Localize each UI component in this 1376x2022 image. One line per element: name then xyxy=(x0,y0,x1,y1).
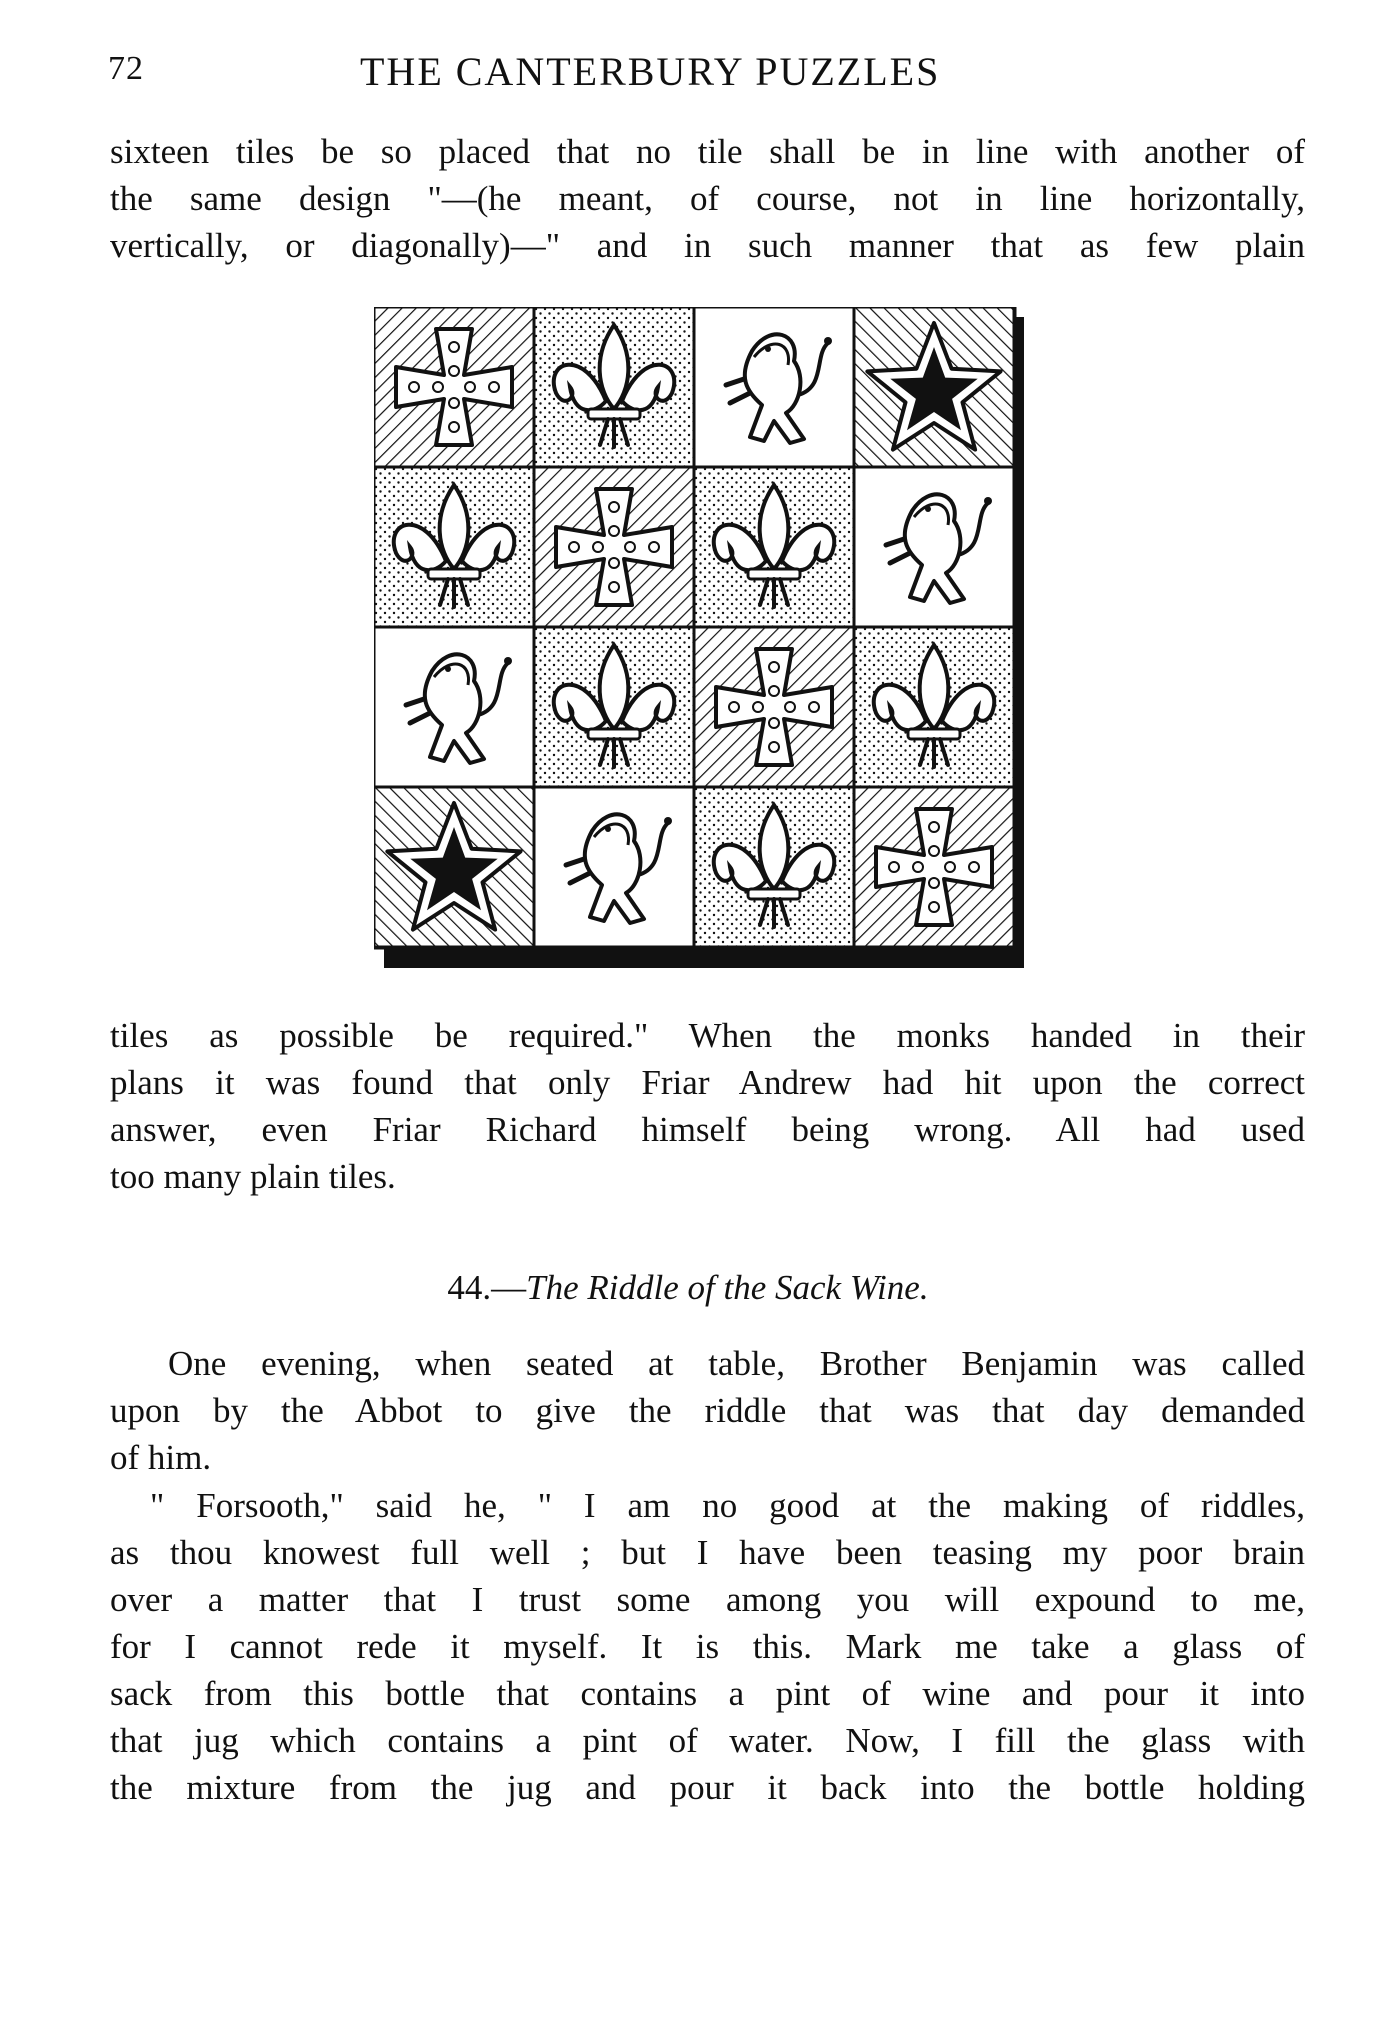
section-title: The Riddle of the Sack Wine. xyxy=(526,1268,929,1307)
section-heading xyxy=(0,1268,1376,1308)
text-line: the mixture from the jug and pour it back into the bottle holding xyxy=(110,1768,1305,1807)
text-line: sixteen tiles be so placed that no tile shall be in line with another of xyxy=(110,132,1305,171)
tile-fleur-de-lis xyxy=(694,467,854,627)
text-line: that jug which contains a pint of water. Now, I fill the glass with xyxy=(110,1721,1305,1760)
tile-lion xyxy=(374,627,534,787)
tile-fleur-de-lis xyxy=(374,467,534,627)
text-line: upon by the Abbot to give the riddle that was that day demanded xyxy=(110,1391,1305,1430)
tile-star xyxy=(374,787,534,947)
tile-fleur-de-lis xyxy=(534,307,694,467)
text-line: the same design "—(he meant, of course, not in line horizontally, xyxy=(110,179,1305,218)
tile-cross xyxy=(854,787,1014,947)
text-line: of him. xyxy=(110,1438,212,1477)
tile-cross xyxy=(694,627,854,787)
text-line: answer, even Friar Richard himself being wrong. All had used xyxy=(110,1110,1305,1149)
paragraph-top xyxy=(110,128,1305,269)
paragraph-riddle-body xyxy=(110,1482,1305,1811)
section-number: 44.— xyxy=(447,1268,527,1307)
text-line: " Forsooth," said he, " I am no good at the making of riddles, xyxy=(150,1486,1305,1525)
tile-lion xyxy=(854,467,1014,627)
text-line: too many plain tiles. xyxy=(110,1157,396,1196)
text-line: One evening, when seated at table, Brother Benjamin was called xyxy=(168,1344,1305,1383)
text-line: for I cannot rede it myself. It is this. Mark me take a glass of xyxy=(110,1627,1305,1666)
running-title: THE CANTERBURY PUZZLES xyxy=(360,49,941,94)
text-line: over a matter that I trust some among you will expound to me, xyxy=(110,1580,1305,1619)
tile-cross xyxy=(534,467,694,627)
text-line: as thou knowest full well ; but I have been teasing my poor brain xyxy=(110,1533,1305,1572)
tile-cross xyxy=(374,307,534,467)
text-line: vertically, or diagonally)—" and in such manner that as few plain xyxy=(110,226,1305,265)
text-line: plans it was found that only Friar Andrew had hit upon the correct xyxy=(110,1063,1305,1102)
tile-fleur-de-lis xyxy=(694,787,854,947)
tile-fleur-de-lis xyxy=(854,627,1014,787)
tile-puzzle-figure xyxy=(374,307,1027,971)
paragraph-riddle-intro xyxy=(110,1340,1305,1481)
paragraph-after-figure xyxy=(110,1012,1305,1200)
text-line: sack from this bottle that contains a pint of wine and pour it into xyxy=(110,1674,1305,1713)
tile-lion xyxy=(534,787,694,947)
text-line: tiles as possible be required." When the monks handed in their xyxy=(110,1016,1305,1055)
tile-star xyxy=(854,307,1014,467)
tile-lion xyxy=(694,307,854,467)
page-number: 72 xyxy=(108,50,144,87)
tile-fleur-de-lis xyxy=(534,627,694,787)
